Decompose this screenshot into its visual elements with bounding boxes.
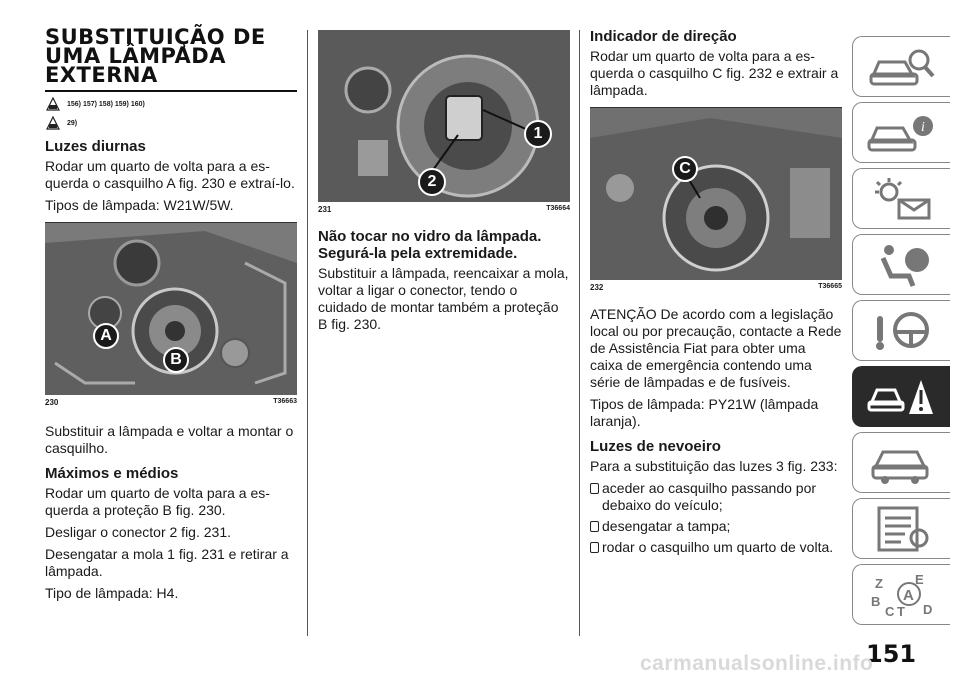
label-c: C (672, 156, 698, 182)
section-title: SUBSTITUIÇÃO DE UMA LÂMPADA EXTERNA (45, 25, 266, 87)
airbag-seat-icon (865, 240, 939, 290)
index-letter: T (896, 603, 905, 619)
index-letter: Z (874, 575, 883, 591)
column-3 (590, 28, 842, 560)
figure-number: 232 (590, 283, 604, 292)
figure-caption (590, 280, 842, 292)
title-rule (45, 90, 297, 92)
turn-signal-image (590, 108, 842, 280)
index-letter: E (914, 571, 924, 587)
heading-nevoeiro: Luzes de nevoeiro (590, 438, 721, 455)
warning-reader-icon (45, 97, 61, 111)
paragraph: Desligar o conector 2 fig. 231. (45, 524, 231, 540)
specs-list-icon (865, 504, 939, 554)
list-item: aceder ao casquilho passando por debaixo do veículo; (590, 480, 842, 514)
tab-airbag[interactable] (852, 234, 950, 295)
tab-emergency[interactable] (852, 366, 950, 427)
steering-key-icon (865, 306, 939, 356)
warning-reader-icon (45, 116, 61, 130)
label-2: 2 (418, 168, 446, 196)
figure-232 (590, 107, 842, 292)
column-divider (579, 30, 580, 636)
figure-code: T36665 (818, 283, 842, 290)
paragraph: Rodar um quarto de volta para a es-querda o casquilho A fig. 230 e extraí-lo. (45, 158, 295, 191)
figure-caption (318, 202, 570, 214)
paragraph: Substituir a lâmpada e voltar a montar o casquilho. (45, 423, 294, 456)
figure-231 (318, 30, 570, 214)
paragraph: Para a substituição das luzes 3 fig. 233: (590, 458, 838, 474)
warning-refs-1: 156) 157) 158) 159) 160) (45, 97, 297, 111)
bullet-box-icon (590, 521, 599, 532)
car-search-icon (865, 42, 939, 92)
paragraph: Desengatar a mola 1 fig. 231 e retirar a lâmpada. (45, 546, 289, 579)
figure-caption (45, 395, 297, 407)
car-info-icon (865, 108, 939, 158)
emergency-warning-icon (865, 372, 939, 422)
label-a: A (93, 323, 119, 349)
paragraph: Rodar um quarto de volta para a es-querda o casquilho C fig. 232 e extrair a lâmpada. (590, 48, 839, 98)
column-1 (45, 25, 297, 607)
tab-steering[interactable] (852, 300, 950, 361)
warning-refs-2: 29) (45, 116, 297, 130)
tab-car-search[interactable] (852, 36, 950, 97)
label-1: 1 (524, 120, 552, 148)
watermark: carmanualsonline.info (640, 652, 874, 675)
heading-maximos: Máximos e médios (45, 465, 179, 482)
bullet-box-icon (590, 483, 599, 494)
paragraph: Tipos de lâmpada: PY21W (lâmpada laranja). (590, 396, 819, 429)
list-item: rodar o casquilho um quarto de volta. (590, 539, 842, 556)
list-item: desengatar a tampa; (590, 518, 842, 535)
paragraph-attention: ATENÇÃO De acordo com a legislação local ou por precaução, contacte a Rede de Assistência Fiat para obter uma caixa de emergência contendo uma série de lâmpadas e de fusíveis. (590, 306, 842, 390)
figure-code: T36663 (273, 398, 297, 405)
figure-number: 231 (318, 205, 332, 214)
tab-warning-lights[interactable] (852, 168, 950, 229)
index-letter: C (884, 603, 894, 619)
tab-specs[interactable] (852, 498, 950, 559)
paragraph: Rodar um quarto de volta para a es-querda a proteção B fig. 230. (45, 485, 270, 518)
heading-indicador: Indicador de direção (590, 28, 737, 45)
figure-230 (45, 222, 297, 407)
figure-number: 230 (45, 398, 59, 407)
column-2 (318, 30, 570, 338)
column-divider (307, 30, 308, 636)
index-search-icon (865, 570, 939, 620)
page-number: 151 (866, 640, 917, 668)
paragraph: Tipo de lâmpada: H4. (45, 585, 179, 601)
heading-nao-tocar: Não tocar no vidro da lâmpada. Segurá-la pela extremidade. (318, 228, 542, 262)
tab-car-info[interactable] (852, 102, 950, 163)
warning-lights-icon (865, 174, 939, 224)
figure-code: T36664 (546, 205, 570, 212)
paragraph: Tipos de lâmpada: W21W/5W. (45, 197, 234, 213)
paragraph: Substituir a lâmpada, reencaixar a mola, voltar a ligar o conector, tendo o cuidado de montar também a proteção B fig. 230. (318, 265, 569, 332)
tab-index[interactable] (852, 564, 950, 625)
tab-car-service[interactable] (852, 432, 950, 493)
index-letter: B (870, 593, 880, 609)
svg-text:i: i (920, 119, 925, 135)
index-letter: A (902, 586, 914, 604)
car-service-icon (865, 438, 939, 488)
index-letter: D (922, 601, 932, 617)
heading-luzes-diurnas: Luzes diurnas (45, 138, 146, 155)
bullet-box-icon (590, 542, 599, 553)
label-b: B (163, 347, 189, 373)
